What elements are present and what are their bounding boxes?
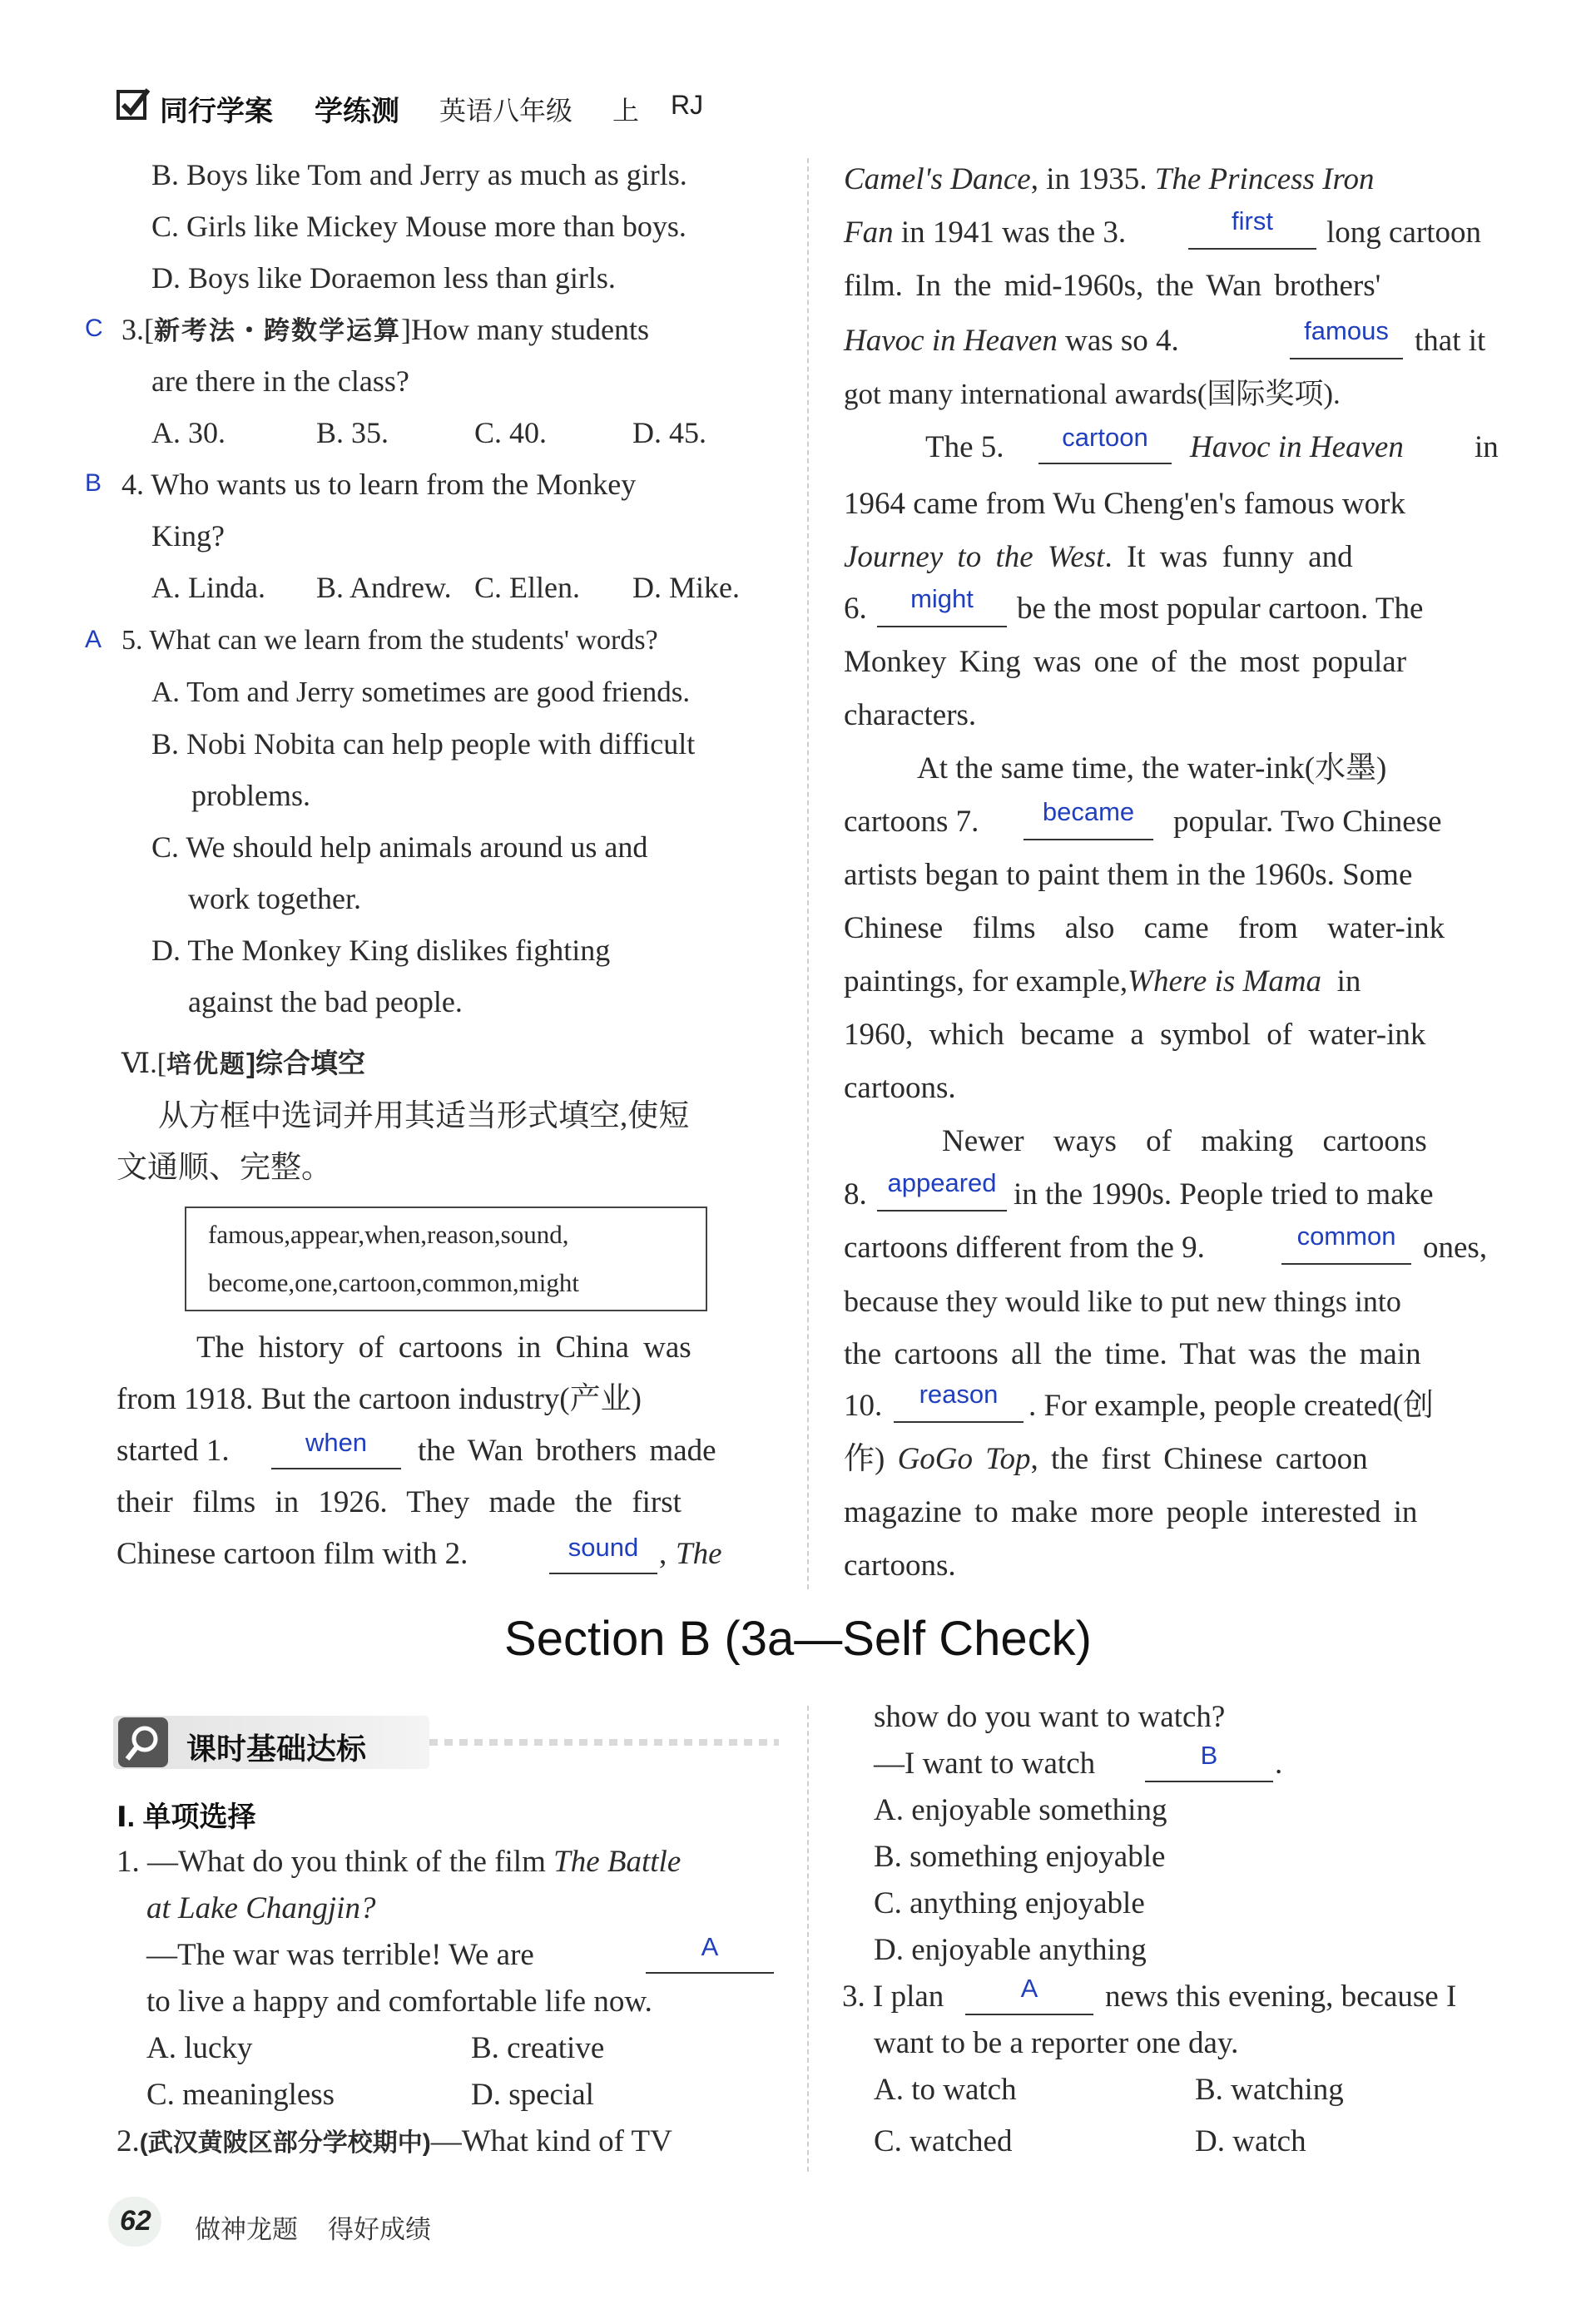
q2-option-d: D. Boys like Doraemon less than girls. bbox=[151, 261, 616, 295]
pq1-option-c: C. meaningless bbox=[146, 2078, 335, 2112]
passage-left-line-5b: , bbox=[659, 1537, 667, 1571]
header-edition: RJ bbox=[671, 90, 704, 120]
q3-question: 3.[新考法・跨数学运算]How many students bbox=[121, 313, 649, 346]
passage-right-line-23: the cartoons all the time. That was the main bbox=[844, 1337, 1421, 1371]
passage-right-line-4a: Havoc in Heaven was so 4. bbox=[844, 324, 1179, 358]
q4-option-b: B. Andrew. bbox=[316, 571, 452, 604]
passage-right-line-6b: Havoc in Heaven bbox=[1190, 430, 1404, 464]
pq2-answer: B bbox=[1200, 1741, 1218, 1770]
q2-option-b: B. Boys like Tom and Jerry as much as girls. bbox=[151, 158, 687, 191]
q5-option-a: A. Tom and Jerry sometimes are good friends. bbox=[151, 676, 691, 708]
q4-question: 4. Who wants us to learn from the Monkey bbox=[121, 468, 637, 501]
passage-right-line-22: because they would like to put new things into bbox=[844, 1285, 1401, 1318]
blank-6[interactable] bbox=[877, 626, 1007, 627]
q5-option-b: B. Nobi Nobita can help people with difficult bbox=[151, 727, 696, 761]
q3-option-a: A. 30. bbox=[151, 416, 226, 449]
pq2-option-d: D. enjoyable anything bbox=[874, 1933, 1147, 1967]
magnifier-icon bbox=[118, 1717, 168, 1767]
pq3-line-1b: news this evening, because I bbox=[1105, 1980, 1457, 2014]
pq3-option-b: B. watching bbox=[1195, 2073, 1344, 2107]
pq2-blank[interactable] bbox=[1145, 1781, 1273, 1782]
header-series: 学练测 bbox=[315, 96, 399, 127]
section6-heading: Ⅵ.[培优题]综合填空 bbox=[121, 1048, 366, 1079]
q5-option-c: C. We should help animals around us and bbox=[151, 830, 648, 864]
word-box-line-1: famous,appear,when,reason,sound, bbox=[208, 1220, 569, 1249]
pq1-line-1: 1. —What do you think of the film The Battle bbox=[116, 1845, 682, 1879]
passage-right-line-15: Chinese films also came from water-ink bbox=[844, 911, 1445, 945]
q5-answer-mark: A bbox=[85, 626, 102, 653]
pq1-line-4: to live a happy and comfortable life now. bbox=[146, 1985, 652, 2019]
pq1-answer: A bbox=[701, 1932, 719, 1961]
passage-right-line-6c: in bbox=[1475, 430, 1499, 464]
blank-4[interactable] bbox=[1290, 358, 1403, 359]
pq2-option-c: C. anything enjoyable bbox=[874, 1886, 1145, 1920]
passage-left-line-2: from 1918. But the cartoon industry(产业) bbox=[116, 1382, 642, 1416]
pq3-option-a: A. to watch bbox=[874, 2073, 1017, 2107]
q5-option-b-cont: problems. bbox=[191, 779, 310, 812]
q4-option-d: D. Mike. bbox=[632, 571, 740, 604]
passage-right-line-4c: that it bbox=[1415, 324, 1486, 358]
word-box bbox=[185, 1207, 707, 1311]
q4-answer-mark: B bbox=[85, 469, 102, 497]
passage-right-line-2a: Fan in 1941 was the 3. bbox=[844, 216, 1127, 250]
pq2-line-3a: —I want to watch bbox=[874, 1747, 1096, 1781]
blank-9-answer: common bbox=[1296, 1221, 1396, 1251]
passage-right-line-13b: popular. Two Chinese bbox=[1173, 805, 1442, 839]
passage-right-line-9b: be the most popular cartoon. The bbox=[1017, 592, 1424, 626]
passage-right-line-26: magazine to make more people interested in bbox=[844, 1495, 1418, 1529]
passage-right-line-21b: ones, bbox=[1423, 1231, 1488, 1265]
passage-right-line-10: Monkey King was one of the most popular bbox=[844, 645, 1407, 679]
blank-1[interactable] bbox=[271, 1468, 401, 1469]
passage-right-line-21a: cartoons different from the 9. bbox=[844, 1231, 1205, 1265]
q3-option-d: D. 45. bbox=[632, 416, 706, 449]
passage-right-line-13a: cartoons 7. bbox=[844, 805, 979, 839]
q5-question: 5. What can we learn from the students' words? bbox=[121, 625, 658, 656]
passage-right-line-19: Newer ways of making cartoons bbox=[942, 1124, 1427, 1158]
header-volume: 上 bbox=[612, 96, 640, 126]
q4-option-a: A. Linda. bbox=[151, 571, 265, 604]
passage-right-line-11: characters. bbox=[844, 698, 977, 732]
q4-option-c: C. Ellen. bbox=[474, 571, 580, 604]
blank-2[interactable] bbox=[549, 1573, 657, 1574]
passage-right-line-3: film. In the mid-1960s, the Wan brothers' bbox=[844, 269, 1381, 303]
pq2-line-2: show do you want to watch? bbox=[874, 1700, 1226, 1734]
passage-right-line-9a: 6. bbox=[844, 592, 867, 626]
pq1-option-a: A. lucky bbox=[146, 2031, 253, 2065]
passage-right-line-27: cartoons. bbox=[844, 1548, 956, 1583]
pq3-line-2: want to be a reporter one day. bbox=[874, 2026, 1239, 2060]
blank-5[interactable] bbox=[1038, 463, 1172, 464]
header-subject: 英语八年级 bbox=[439, 96, 573, 126]
q3-option-c: C. 40. bbox=[474, 416, 548, 449]
q3-question-cont: are there in the class? bbox=[151, 364, 409, 398]
pq2-line-1: 2.(武汉黄陂区部分学校期中)—What kind of TV bbox=[116, 2124, 672, 2158]
check-logo-icon bbox=[116, 87, 151, 121]
passage-right-line-18: cartoons. bbox=[844, 1071, 956, 1105]
q2-option-c: C. Girls like Mickey Mouse more than boys. bbox=[151, 210, 686, 243]
column-divider-top bbox=[807, 158, 809, 1589]
pq2-option-b: B. something enjoyable bbox=[874, 1840, 1166, 1874]
blank-9[interactable] bbox=[1281, 1263, 1411, 1265]
pq2-line-3b: . bbox=[1275, 1747, 1283, 1781]
pq3-blank[interactable] bbox=[965, 2014, 1093, 2015]
passage-right-line-2c: long cartoon bbox=[1326, 216, 1481, 250]
passage-right-line-1: Camel's Dance, in 1935. The Princess Iron bbox=[844, 162, 1375, 196]
practice-banner bbox=[113, 1716, 779, 1769]
pq1-option-d: D. special bbox=[471, 2078, 594, 2112]
pq1-blank[interactable] bbox=[646, 1972, 774, 1974]
pq2-option-a: A. enjoyable something bbox=[874, 1793, 1167, 1827]
passage-left-line-3a: started 1. bbox=[116, 1434, 230, 1468]
section-b-title: Section B (3a—Self Check) bbox=[504, 1612, 1092, 1666]
blank-6-answer: might bbox=[910, 584, 974, 613]
part1-heading: Ⅰ. 单项选择 bbox=[116, 1801, 256, 1833]
pq1-line-3: —The war was terrible! We are bbox=[146, 1938, 534, 1972]
passage-right-line-7: 1964 came from Wu Cheng'en's famous work bbox=[844, 487, 1405, 521]
word-box-line-2: become,one,cartoon,common,might bbox=[208, 1268, 579, 1297]
blank-8[interactable] bbox=[877, 1210, 1007, 1212]
passage-right-line-12: At the same time, the water-ink(水墨) bbox=[917, 751, 1387, 785]
q3-option-b: B. 35. bbox=[316, 416, 389, 449]
passage-left-line-1: The history of cartoons in China was bbox=[196, 1330, 691, 1365]
blank-2-answer: sound bbox=[568, 1533, 639, 1562]
passage-right-line-20b: in the 1990s. People tried to make bbox=[1014, 1177, 1434, 1212]
page-number: 62 bbox=[120, 2205, 151, 2237]
q5-option-d-cont: against the bad people. bbox=[188, 985, 463, 1018]
passage-left-line-5c: The bbox=[676, 1537, 722, 1571]
passage-right-line-24a: 10. bbox=[844, 1389, 883, 1423]
passage-right-line-16: paintings, for example,Where is Mama in bbox=[844, 964, 1361, 998]
passage-left-line-5a: Chinese cartoon film with 2. bbox=[116, 1537, 468, 1571]
q4-question-cont: King? bbox=[151, 519, 225, 552]
column-divider-bottom bbox=[807, 1706, 809, 2172]
blank-1-answer: when bbox=[305, 1428, 368, 1457]
blank-7[interactable] bbox=[1024, 839, 1153, 840]
q3-answer-mark: C bbox=[85, 315, 103, 342]
section6-instruction-cont: 文通顺、完整。 bbox=[116, 1151, 332, 1185]
header-brand: 同行学案 bbox=[160, 96, 273, 127]
passage-right-line-5: got many international awards(国际奖项). bbox=[844, 378, 1341, 410]
blank-7-answer: became bbox=[1042, 797, 1135, 826]
pq3-option-c: C. watched bbox=[874, 2124, 1013, 2158]
blank-10[interactable] bbox=[894, 1421, 1024, 1423]
passage-right-line-14: artists began to paint them in the 1960s. Some bbox=[844, 858, 1413, 892]
header bbox=[116, 83, 782, 133]
blank-3[interactable] bbox=[1188, 248, 1316, 250]
footer-slogan-1: 做神龙题 bbox=[195, 2215, 298, 2244]
pq3-option-d: D. watch bbox=[1195, 2124, 1306, 2158]
pq1-option-b: B. creative bbox=[471, 2031, 605, 2065]
blank-8-answer: appeared bbox=[887, 1168, 997, 1197]
passage-right-line-8: Journey to the West. It was funny and bbox=[844, 540, 1353, 574]
pq3-line-1a: 3. I plan bbox=[842, 1980, 944, 2014]
passage-right-line-20a: 8. bbox=[844, 1177, 867, 1212]
pq1-line-2: at Lake Changjin? bbox=[146, 1891, 376, 1925]
q5-option-c-cont: work together. bbox=[188, 882, 361, 915]
passage-right-line-17: 1960, which became a symbol of water-ink bbox=[844, 1018, 1426, 1052]
blank-4-answer: famous bbox=[1304, 316, 1389, 345]
blank-3-answer: first bbox=[1232, 206, 1273, 235]
blank-5-answer: cartoon bbox=[1062, 423, 1148, 452]
q5-option-d: D. The Monkey King dislikes fighting bbox=[151, 934, 611, 967]
passage-left-line-4: their films in 1926. They made the first bbox=[116, 1485, 682, 1519]
passage-left-line-3b: the Wan brothers made bbox=[418, 1434, 716, 1468]
section6-instruction: 从方框中选词并用其适当形式填空,使短 bbox=[158, 1099, 690, 1133]
practice-banner-title: 课时基础达标 bbox=[186, 1732, 367, 1766]
footer bbox=[108, 2197, 607, 2247]
blank-10-answer: reason bbox=[919, 1380, 999, 1409]
passage-right-line-25: 作) GoGo Top, the first Chinese cartoon bbox=[844, 1442, 1368, 1476]
passage-right-line-6a: The 5. bbox=[925, 430, 1004, 464]
passage-right-line-24b: . For example, people created(创 bbox=[1028, 1389, 1434, 1423]
pq3-answer: A bbox=[1020, 1974, 1038, 2003]
footer-slogan-2: 得好成绩 bbox=[328, 2215, 431, 2244]
